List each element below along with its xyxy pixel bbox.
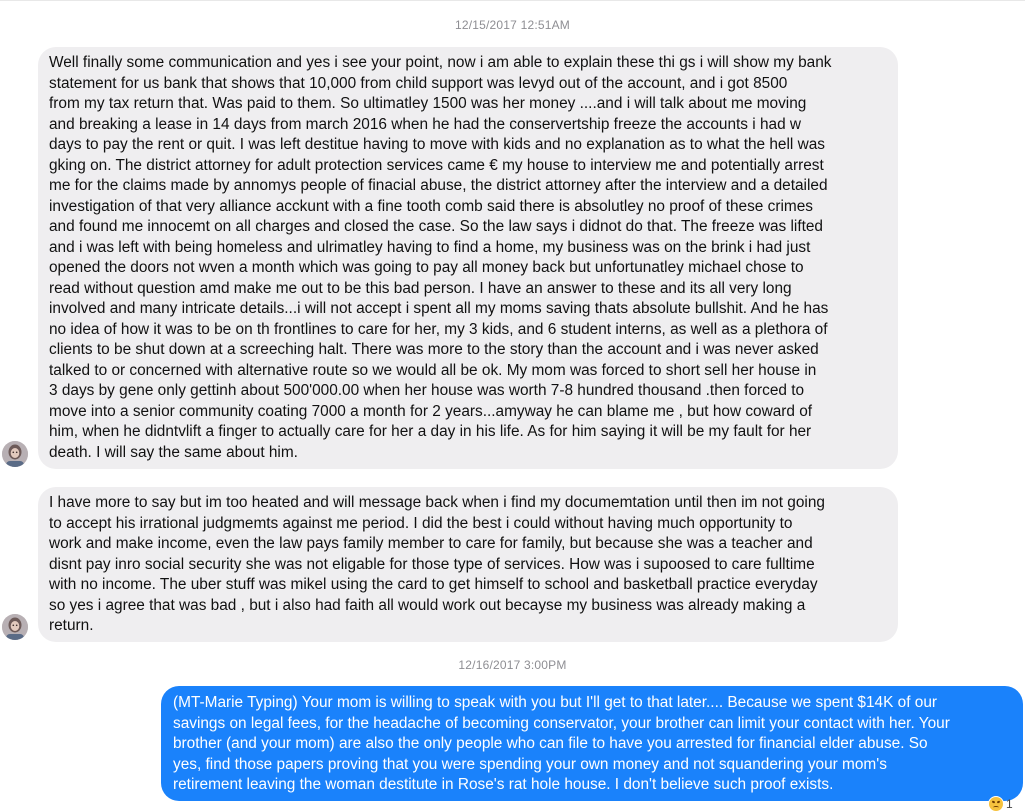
- reaction-count: 1: [1006, 797, 1013, 811]
- timestamp: 12/15/2017 12:51AM: [454, 18, 571, 32]
- timestamp: 12/16/2017 3:00PM: [458, 658, 567, 672]
- incoming-message-bubble[interactable]: I have more to say but im too heated and will message back when i find my documemtation until then im not going to accept his irrational judgmemts against me period. I did the best i could without having much opportunity to work and make income, even the law pays family member to care for family, but because she was a teacher and disnt pay inro social security she was not eligable for those type of services. How was i supoosed to care fulltime with no income. The uber stuff was mikel using the card to get himself to school and basketball practice everyday so yes i agree that was bad , but i also had faith all would work out becayse my business was already making a return.: [38, 487, 898, 642]
- top-divider: [0, 0, 1025, 1]
- sender-avatar[interactable]: [2, 441, 28, 467]
- outgoing-message-bubble[interactable]: (MT-Marie Typing) Your mom is willing to speak with you but I'll get to that later.... Because we spent $14K of our savings on legal fees, for the headache of becoming conservator, your brother can limit your contact with her. Your brother (and your mom) are also the only people who can file to have you arrested for financial elder abuse. So yes, find those papers proving that you were spending your own money and not squandering your mom's retirement leaving the woman destitute in Rose's rat hole house. I don't believe such proof exists.: [161, 686, 1023, 801]
- sender-avatar[interactable]: [2, 614, 28, 640]
- angry-face-icon: [989, 797, 1003, 811]
- person-photo-icon: [2, 441, 28, 467]
- message-reaction[interactable]: [989, 796, 1013, 812]
- incoming-message-bubble[interactable]: Well finally some communication and yes i see your point, now i am able to explain these thi gs i will show my bank statement for us bank that shows that 10,000 from child support was levyd out of the account, and i got 8500 from my tax return that. Was paid to them. So ultimatley 1500 was her money ....and i will talk about me moving and breaking a lease in 14 days from march 2016 when he had the conservertship freeze the accounts i had w days to pay the rent or quit. I was left destitue having to move with kids and no explanation as to what the hell was gking on. The district attorney for adult protection services came € my house to interview me and potentially arrest me for the claims made by annomys people of finacial abuse, the district attorney after the interview and a detailed investigation of that very alliance acckunt with a fine tooth comb said there is absolutley no proof of these crimes and found me innocemt on all charges and closed the case. So the law says i didnot do that. The freeze was lifted and i was left with being homeless and ulrimatley having to find a home, my business was on the brink i had just opened the doors not wven a month which was going to pay all money back but unfortunatley michael chose to read without question amd make me out to be this bad person. I have an answer to these and its all very long involved and many intricate details...i will not accept i spent all my moms saving thats absolute bullshit. And he has no idea of how it was to be on th frontlines to care for her, my 3 kids, and 6 student interns, as well as a plethora of clients to be shut down at a screeching halt. There was more to the story than the account and i was never asked talked to or concerned with alternative route so we would all be ok. My mom was forced to short sell her house in 3 days by gene only gettinh about 500'000.00 when her house was worth 7-8 hundred thousand .then forced to move into a senior community coating 7000 a month for 2 years...amyway he can blame me , but how coward of him, when he didntvlift a finger to actually care for her a day in his life. As for him saying it will be my fault for her death. I will say the same about him.: [38, 47, 898, 469]
- person-photo-icon: [2, 614, 28, 640]
